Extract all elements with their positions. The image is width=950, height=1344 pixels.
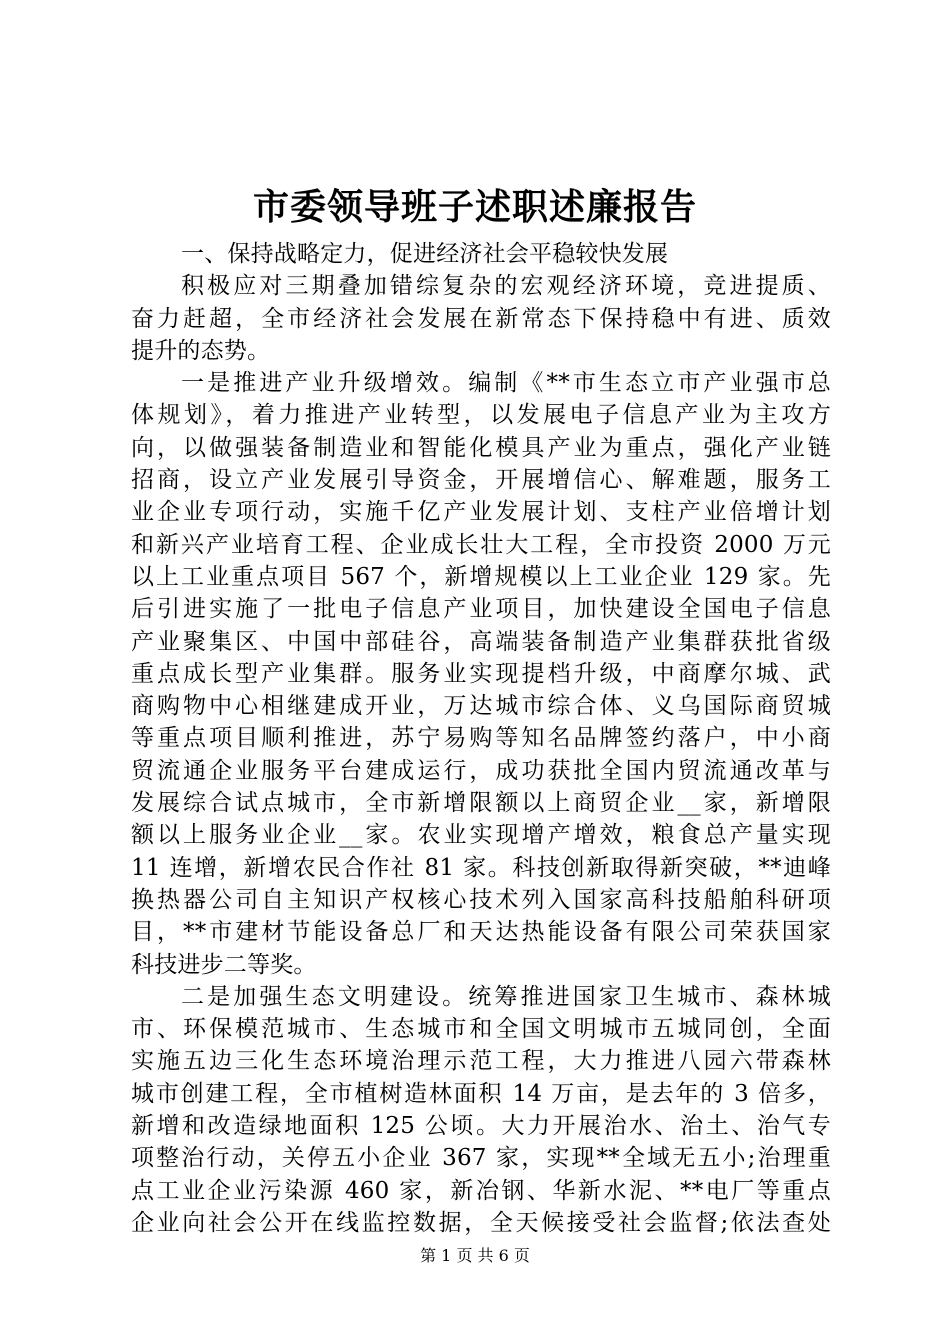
text-line: 项整治行动，关停五小企业 367 家，实现**全域无五小;治理重 bbox=[131, 1145, 831, 1172]
page-footer: 第 1 页 共 6 页 bbox=[420, 1246, 530, 1265]
text-line: 招商，设立产业发展引导资金，开展增信心、解难题，服务工 bbox=[131, 467, 831, 494]
text-line: 11 连增，新增农民合作社 81 家。科技创新取得新突破，**迪峰 bbox=[131, 854, 831, 881]
text-line: 一、保持战略定力，促进经济社会平稳较快发展 bbox=[181, 241, 669, 267]
text-line: 积极应对三期叠加错综复杂的宏观经济环境，竞进提质、 bbox=[181, 273, 831, 300]
text-line: 等重点项目顺利推进，苏宁易购等知名品牌签约落户，中小商 bbox=[131, 725, 831, 752]
text-line: 点工业企业污染源 460 家，新冶钢、华新水泥、**电厂等重点 bbox=[131, 1177, 831, 1204]
document-body bbox=[131, 238, 831, 1239]
text-line: 企业向社会公开在线监控数据，全天候接受社会监督;依法查处 bbox=[131, 1209, 831, 1236]
text-line: 以上工业重点项目 567 个，新增规模以上工业企业 129 家。先 bbox=[131, 563, 831, 590]
text-line: 贸流通企业服务平台建成运行，成功获批全国内贸流通改革与 bbox=[131, 757, 831, 784]
text-line: 业企业专项行动，实施千亿产业发展计划、支柱产业倍增计划 bbox=[131, 499, 831, 526]
text-line: 额以上服务业企业__家。农业实现增产增效，粮食总产量实现 bbox=[131, 822, 831, 849]
text-line: 体规划》，着力推进产业转型，以发展电子信息产业为主攻方 bbox=[131, 402, 831, 429]
text-line: 目，**市建材节能设备总厂和天达热能设备有限公司荣获国家 bbox=[131, 919, 831, 946]
text-line: 科技进步二等奖。 bbox=[131, 951, 317, 978]
text-line: 换热器公司自主知识产权核心技术列入国家高科技船舶科研项 bbox=[131, 886, 831, 913]
text-line: 市、环保模范城市、生态城市和全国文明城市五城同创，全面 bbox=[131, 1016, 831, 1043]
text-line: 产业聚集区、中国中部硅谷，高端装备制造产业集群获批省级 bbox=[131, 628, 831, 655]
text-line: 一是推进产业升级增效。编制《**市生态立市产业强市总 bbox=[181, 370, 831, 397]
text-line: 和新兴产业培育工程、企业成长壮大工程，全市投资 2000 万元 bbox=[131, 531, 831, 558]
text-line: 提升的态势。 bbox=[131, 337, 271, 364]
text-line: 奋力赶超，全市经济社会发展在新常态下保持稳中有进、质效 bbox=[131, 305, 831, 332]
text-line: 商购物中心相继建成开业，万达城市综合体、义乌国际商贸城 bbox=[131, 693, 831, 720]
text-line: 后引进实施了一批电子信息产业项目，加快建设全国电子信息 bbox=[131, 596, 831, 623]
text-line: 向，以做强装备制造业和智能化模具产业为重点，强化产业链 bbox=[131, 434, 831, 461]
text-line: 发展综合试点城市，全市新增限额以上商贸企业__家，新增限 bbox=[131, 790, 831, 817]
document-title: 市委领导班子述职述廉报告 bbox=[252, 186, 697, 228]
text-line: 重点成长型产业集群。服务业实现提档升级，中商摩尔城、武 bbox=[131, 660, 831, 687]
text-line: 城市创建工程，全市植树造林面积 14 万亩，是去年的 3 倍多， bbox=[131, 1080, 831, 1107]
text-line: 新增和改造绿地面积 125 公顷。大力开展治水、治土、治气专 bbox=[131, 1113, 831, 1140]
text-line: 二是加强生态文明建设。统筹推进国家卫生城市、森林城 bbox=[181, 983, 831, 1010]
text-line: 实施五边三化生态环境治理示范工程，大力推进八园六带森林 bbox=[131, 1048, 831, 1075]
